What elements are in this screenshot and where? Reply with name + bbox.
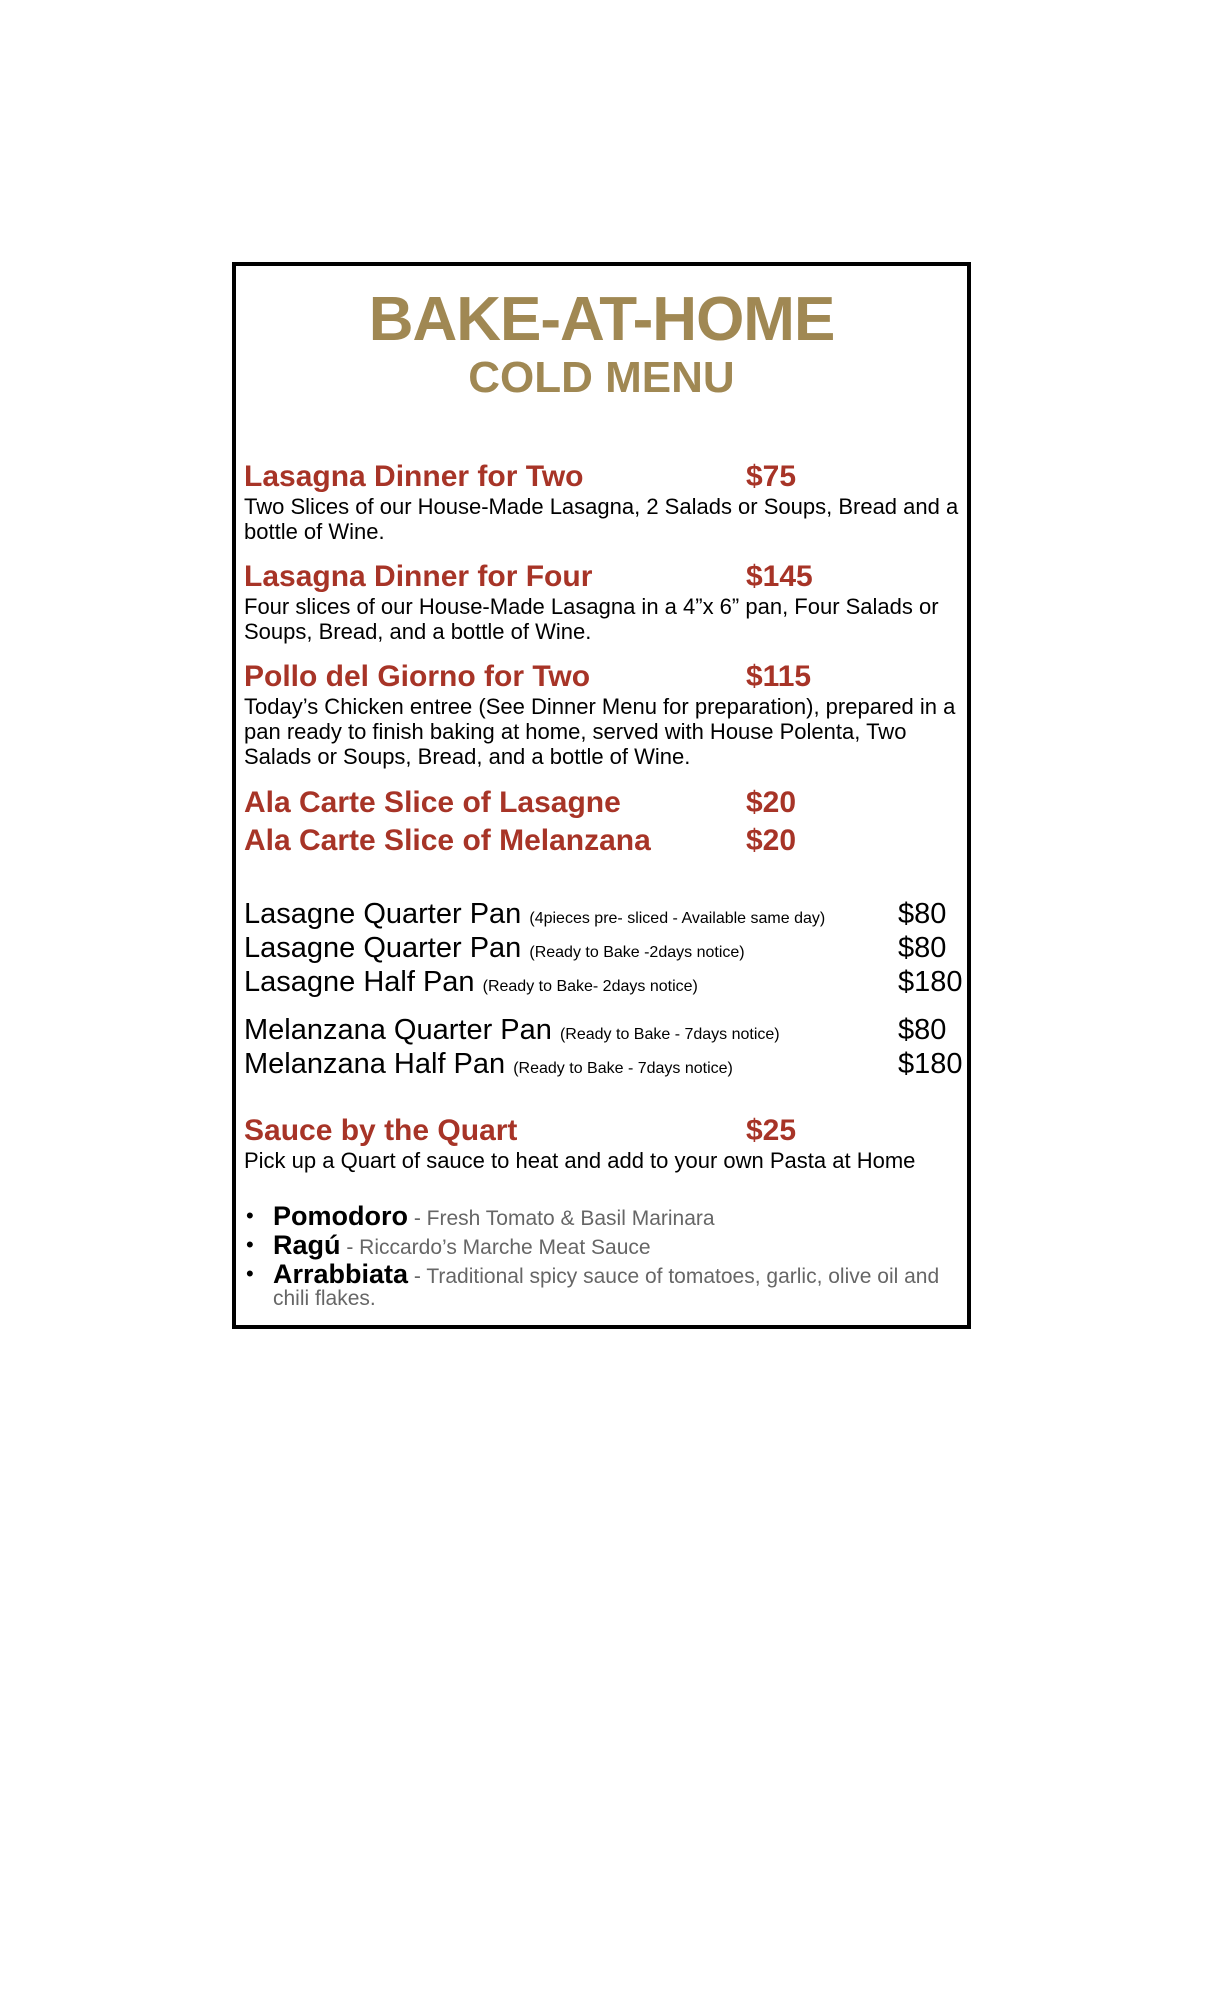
pan-row xyxy=(244,965,963,999)
menu-item-heading xyxy=(244,560,959,594)
menu-box xyxy=(232,262,971,1329)
sauce-option-name: Pomodoro xyxy=(273,1201,408,1231)
menu-item xyxy=(244,786,959,820)
pan-row xyxy=(244,1013,959,1047)
menu-item-price: $145 xyxy=(746,560,813,593)
pan-note: (Ready to Bake -2days notice) xyxy=(529,944,745,961)
menu-item xyxy=(244,460,959,544)
menu-item xyxy=(244,660,959,769)
menu-header xyxy=(236,285,967,402)
pan-name: Lasagne Half Pan xyxy=(244,966,475,998)
pan-note: (4pieces pre- sliced - Available same day) xyxy=(529,910,826,927)
bullet-icon: • xyxy=(246,1203,254,1228)
menu-item-price: $20 xyxy=(746,786,797,819)
pan-row xyxy=(244,897,959,931)
bullet-icon: • xyxy=(246,1261,254,1286)
pan-name: Melanzana Quarter Pan xyxy=(244,1014,552,1046)
pan-name: Lasagne Quarter Pan xyxy=(244,932,522,964)
menu-subtitle: COLD MENU xyxy=(468,353,735,402)
menu-item-heading xyxy=(244,1114,959,1148)
pan-note: (Ready to Bake - 7days notice) xyxy=(559,1026,780,1043)
menu-item-name: Lasagna Dinner for Four xyxy=(244,560,593,593)
menu-item-price: $115 xyxy=(746,660,812,693)
menu-item-name: Pollo del Giorno for Two xyxy=(244,660,591,693)
menu-item xyxy=(244,824,959,858)
pan-note: (Ready to Bake- 2days notice) xyxy=(482,978,698,995)
menu-item-name: Ala Carte Slice of Lasagne xyxy=(244,786,621,819)
menu-item-heading xyxy=(244,824,959,858)
sauce-option xyxy=(244,1201,959,1231)
menu-item-price: $20 xyxy=(746,824,797,857)
sauce-option-description: - Traditional spicy sauce of tomatoes, garlic, olive oil and chili flakes. xyxy=(273,1265,940,1310)
pan-row xyxy=(244,1047,963,1081)
pan-name: Melanzana Half Pan xyxy=(244,1048,506,1080)
menu-item-description: Four slices of our House-Made Lasagna in a 4”x 6” pan, Four Salads or Soups, Bread, and a bottle of Wine. xyxy=(244,594,939,644)
pan-price: $80 xyxy=(898,932,947,964)
pan-price: $180 xyxy=(898,1048,963,1080)
sauce-option-name: Arrabbiata xyxy=(273,1259,409,1289)
menu-item-name: Lasagna Dinner for Two xyxy=(244,460,584,493)
sauce-option-description: - Fresh Tomato & Basil Marinara xyxy=(413,1207,715,1230)
sauce-option-description: - Riccardo’s Marche Meat Sauce xyxy=(346,1236,651,1259)
sauce-option xyxy=(244,1230,959,1260)
pan-price: $80 xyxy=(898,898,947,930)
pan-note: (Ready to Bake - 7days notice) xyxy=(513,1060,733,1077)
sauce-option xyxy=(244,1259,959,1310)
menu-item xyxy=(244,560,959,644)
sauce-option-name: Ragú xyxy=(273,1230,341,1260)
menu-item-description: Today’s Chicken entree (See Dinner Menu for preparation), prepared in a pan ready to finish baking at home, served with House Polenta, Two Salads or Soups, Bread, and a bottle of Wine. xyxy=(244,694,956,769)
sauce-list xyxy=(244,1201,959,1314)
menu-item-heading xyxy=(244,786,959,820)
menu-item-name: Ala Carte Slice of Melanzana xyxy=(244,824,651,857)
menu-item-heading xyxy=(244,660,959,694)
bullet-icon: • xyxy=(246,1232,254,1257)
pan-price: $80 xyxy=(898,1014,947,1046)
menu-item-price: $25 xyxy=(746,1114,797,1147)
pan-price: $180 xyxy=(898,966,963,998)
pan-row xyxy=(244,931,959,965)
menu-item-description: Two Slices of our House-Made Lasagna, 2 Salads or Soups, Bread and a bottle of Wine. xyxy=(244,494,959,544)
menu-item-price: $75 xyxy=(746,460,797,493)
pan-name: Lasagne Quarter Pan xyxy=(244,898,522,930)
menu-item-heading xyxy=(244,460,959,494)
menu-item-name: Sauce by the Quart xyxy=(244,1114,518,1147)
sauce-item xyxy=(244,1114,959,1173)
menu-item-description: Pick up a Quart of sauce to heat and add to your own Pasta at Home xyxy=(244,1148,916,1173)
menu-title: BAKE-AT-HOME xyxy=(368,285,835,354)
